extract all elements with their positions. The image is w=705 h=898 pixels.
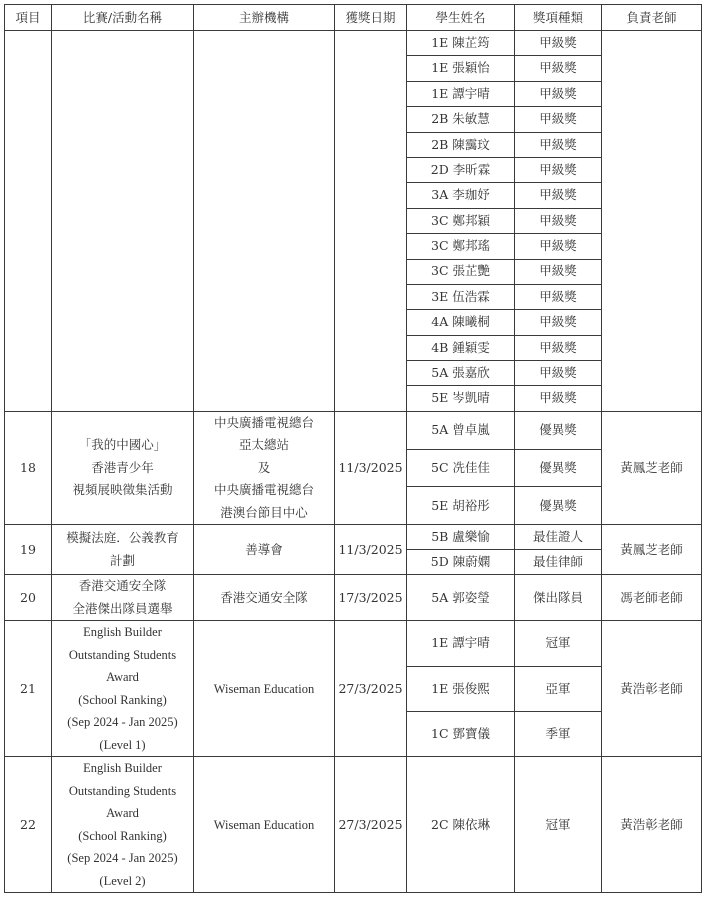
student-cell: 5C 冼佳佳 bbox=[407, 450, 515, 487]
event-line: 模擬法庭．公義教育 bbox=[66, 530, 179, 546]
organizer-cell: 香港交通安全隊 bbox=[194, 575, 335, 621]
student-cell: 5E 胡裕彤 bbox=[407, 487, 515, 525]
award-cell: 甲級獎 bbox=[515, 208, 602, 233]
organizer-line: 及 bbox=[257, 459, 271, 475]
award-cell: 甲級獎 bbox=[515, 107, 602, 132]
award-cell: 優異獎 bbox=[515, 487, 602, 525]
student-cell: 3C 鄭邦瑤 bbox=[407, 234, 515, 259]
teacher-cell: 黃浩彰老師 bbox=[602, 757, 702, 893]
award-cell: 甲級獎 bbox=[515, 310, 602, 335]
award-cell: 優異獎 bbox=[515, 411, 602, 449]
header-item: 項目 bbox=[5, 5, 52, 31]
event-cell bbox=[52, 525, 194, 575]
award-cell: 亞軍 bbox=[515, 666, 602, 711]
student-cell: 2C 陳依琳 bbox=[407, 757, 515, 893]
item-cell: 19 bbox=[5, 525, 52, 575]
organizer-line: 中央廣播電視總台 bbox=[213, 482, 314, 498]
date-cell: 27/3/2025 bbox=[335, 621, 407, 757]
award-cell: 甲級獎 bbox=[515, 386, 602, 411]
student-cell: 1E 陳芷筠 bbox=[407, 31, 515, 56]
organizer-cell: 善導會 bbox=[194, 525, 335, 575]
student-cell: 1E 譚宇晴 bbox=[407, 621, 515, 666]
event-line: Award bbox=[106, 806, 139, 821]
header-organizer: 主辦機構 bbox=[194, 5, 335, 31]
student-cell: 1E 譚宇晴 bbox=[407, 81, 515, 106]
event-line: 香港青少年 bbox=[91, 459, 154, 475]
award-cell: 最佳證人 bbox=[515, 525, 602, 550]
organizer-cell: Wiseman Education bbox=[194, 757, 335, 893]
event-cell bbox=[52, 575, 194, 621]
organizer-cell bbox=[194, 411, 335, 525]
student-cell: 1E 張俊熙 bbox=[407, 666, 515, 711]
date-cell: 27/3/2025 bbox=[335, 757, 407, 893]
student-cell: 2D 李昕霖 bbox=[407, 157, 515, 182]
award-cell: 甲級獎 bbox=[515, 361, 602, 386]
event-cell bbox=[52, 757, 194, 893]
event-line: English Builder bbox=[83, 625, 162, 640]
table-row bbox=[5, 525, 702, 550]
event-line: 視頻展映徵集活動 bbox=[72, 482, 173, 498]
teacher-cell: 馮老師老師 bbox=[602, 575, 702, 621]
event-line: (School Ranking) bbox=[78, 692, 167, 707]
table-row bbox=[5, 757, 702, 893]
student-cell: 5A 張嘉欣 bbox=[407, 361, 515, 386]
student-cell: 1E 張穎怡 bbox=[407, 56, 515, 81]
header-row bbox=[5, 5, 702, 31]
awards-table bbox=[4, 4, 702, 893]
student-cell: 1C 鄧寶儀 bbox=[407, 712, 515, 757]
item-cell: 21 bbox=[5, 621, 52, 757]
organizer-cell: Wiseman Education bbox=[194, 621, 335, 757]
event-line: Award bbox=[106, 670, 139, 685]
award-cell: 甲級獎 bbox=[515, 259, 602, 284]
student-cell: 5B 盧樂愉 bbox=[407, 525, 515, 550]
award-cell: 甲級獎 bbox=[515, 31, 602, 56]
item-cell: 20 bbox=[5, 575, 52, 621]
award-cell: 甲級獎 bbox=[515, 132, 602, 157]
student-cell: 3E 伍浩霖 bbox=[407, 284, 515, 309]
award-cell: 甲級獎 bbox=[515, 284, 602, 309]
event-cell bbox=[52, 31, 194, 412]
header-student: 學生姓名 bbox=[407, 5, 515, 31]
organizer-cell bbox=[194, 31, 335, 412]
teacher-cell: 黃浩彰老師 bbox=[602, 621, 702, 757]
student-cell: 3C 鄭邦穎 bbox=[407, 208, 515, 233]
award-cell: 最佳律師 bbox=[515, 550, 602, 575]
date-cell: 17/3/2025 bbox=[335, 575, 407, 621]
event-line: 全港傑出隊員選舉 bbox=[72, 600, 173, 616]
student-cell: 3C 張芷艷 bbox=[407, 259, 515, 284]
award-cell: 冠軍 bbox=[515, 757, 602, 893]
organizer-line: 亞太總站 bbox=[238, 437, 289, 453]
award-cell: 傑出隊員 bbox=[515, 575, 602, 621]
organizer-line: 港澳台節目中心 bbox=[220, 504, 308, 520]
event-line: (Sep 2024 - Jan 2025) bbox=[67, 715, 178, 730]
organizer-line: 中央廣播電視總台 bbox=[213, 414, 314, 430]
date-cell: 11/3/2025 bbox=[335, 411, 407, 525]
award-cell: 優異獎 bbox=[515, 450, 602, 487]
header-award: 獎項種類 bbox=[515, 5, 602, 31]
header-event: 比賽/活動名稱 bbox=[52, 5, 194, 31]
event-line: Outstanding Students bbox=[68, 783, 177, 798]
award-cell: 甲級獎 bbox=[515, 81, 602, 106]
event-line: English Builder bbox=[83, 761, 162, 776]
header-teacher: 負責老師 bbox=[602, 5, 702, 31]
student-cell: 3A 李珈妤 bbox=[407, 183, 515, 208]
award-cell: 甲級獎 bbox=[515, 56, 602, 81]
date-cell: 11/3/2025 bbox=[335, 525, 407, 575]
teacher-cell bbox=[602, 31, 702, 412]
item-cell: 18 bbox=[5, 411, 52, 525]
student-cell: 2B 陳靄玟 bbox=[407, 132, 515, 157]
event-line: 香港交通安全隊 bbox=[78, 578, 167, 594]
award-cell: 甲級獎 bbox=[515, 183, 602, 208]
item-cell: 22 bbox=[5, 757, 52, 893]
header-date: 獲獎日期 bbox=[335, 5, 407, 31]
student-cell: 5A 郭姿瑩 bbox=[407, 575, 515, 621]
student-cell: 4A 陳曦桐 bbox=[407, 310, 515, 335]
table-row bbox=[5, 621, 702, 666]
event-line: (Level 2) bbox=[99, 873, 146, 888]
award-cell: 冠軍 bbox=[515, 621, 602, 666]
table-row bbox=[5, 575, 702, 621]
student-cell: 5D 陳蔚嫻 bbox=[407, 550, 515, 575]
student-cell: 5E 岑凱晴 bbox=[407, 386, 515, 411]
event-line: (Level 1) bbox=[99, 737, 146, 752]
teacher-cell: 黃鳳芝老師 bbox=[602, 525, 702, 575]
event-cell bbox=[52, 621, 194, 757]
table-row bbox=[5, 411, 702, 449]
award-cell: 甲級獎 bbox=[515, 157, 602, 182]
item-cell bbox=[5, 31, 52, 412]
award-cell: 甲級獎 bbox=[515, 234, 602, 259]
event-cell bbox=[52, 411, 194, 525]
student-cell: 4B 鍾穎雯 bbox=[407, 335, 515, 360]
student-cell: 5A 曾卓嵐 bbox=[407, 411, 515, 449]
teacher-cell: 黃鳳芝老師 bbox=[602, 411, 702, 525]
event-line: 計劃 bbox=[109, 552, 135, 568]
date-cell bbox=[335, 31, 407, 412]
student-cell: 2B 朱敏慧 bbox=[407, 107, 515, 132]
event-line: (Sep 2024 - Jan 2025) bbox=[67, 851, 178, 866]
table-row bbox=[5, 31, 702, 56]
event-line: Outstanding Students bbox=[68, 647, 177, 662]
award-cell: 季軍 bbox=[515, 712, 602, 757]
award-cell: 甲級獎 bbox=[515, 335, 602, 360]
event-line: 「我的中國心」 bbox=[78, 437, 167, 453]
event-line: (School Ranking) bbox=[78, 828, 167, 843]
